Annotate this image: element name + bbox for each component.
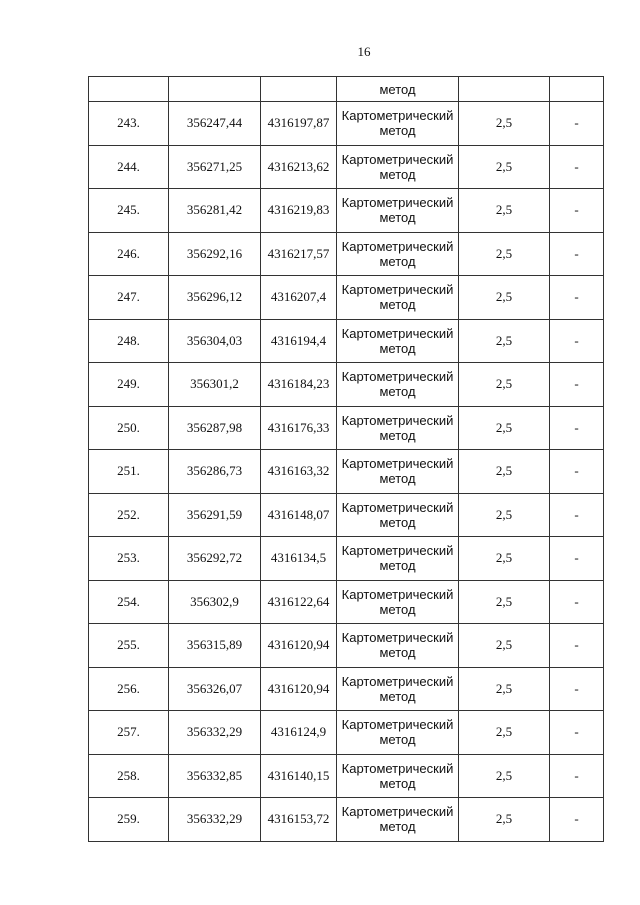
cell-y: 4316213,62 [261,145,337,189]
cell-y: 4316194,4 [261,319,337,363]
cell-method [337,537,459,581]
cell-note: - [550,319,604,363]
cell-error: 2,5 [459,363,550,407]
cell-error: 2,5 [459,754,550,798]
cell-method [337,580,459,624]
cell-number: 256. [89,667,169,711]
method-line-2: метод [379,123,416,139]
table-row [89,580,604,624]
cell-method [337,493,459,537]
method-line-2: метод [379,471,416,487]
continuation-row [89,77,604,102]
method-line-1: Картометрический [341,282,454,298]
method-line-1: Картометрический [341,369,454,385]
cell-y: 4316217,57 [261,232,337,276]
cell-number: 259. [89,798,169,842]
cell-error: 2,5 [459,537,550,581]
method-line-1: Картометрический [341,195,454,211]
cell-method [337,319,459,363]
cell-method [337,667,459,711]
cell-x [169,77,261,102]
cell-x: 356296,12 [169,276,261,320]
cell-x: 356281,42 [169,189,261,233]
method-line-1: Картометрический [341,151,454,167]
cell-error: 2,5 [459,319,550,363]
method-line-2: метод [379,558,416,574]
cell-number: 245. [89,189,169,233]
cell-y: 4316120,94 [261,624,337,668]
cell-y: 4316148,07 [261,493,337,537]
method-line-2: метод [379,819,416,835]
table-row [89,667,604,711]
method-line-1: Картометрический [341,108,454,124]
cell-x: 356301,2 [169,363,261,407]
cell-x: 356304,03 [169,319,261,363]
cell-note: - [550,276,604,320]
cell-x: 356286,73 [169,450,261,494]
table-row [89,798,604,842]
table-row [89,493,604,537]
cell-method [337,232,459,276]
cell-y: 4316122,64 [261,580,337,624]
cell-number: 257. [89,711,169,755]
method-line-2: метод [379,253,416,269]
cell-method [337,450,459,494]
cell-number: 243. [89,102,169,146]
cell-note: - [550,711,604,755]
cell-y: 4316184,23 [261,363,337,407]
cell-error: 2,5 [459,145,550,189]
cell-error: 2,5 [459,624,550,668]
coordinates-table [88,76,604,842]
cell-error: 2,5 [459,232,550,276]
cell-y: 4316124,9 [261,711,337,755]
method-line-2: метод [379,340,416,356]
table-row [89,189,604,233]
method-line-1: Картометрический [341,325,454,341]
cell-number: 258. [89,754,169,798]
cell-x: 356326,07 [169,667,261,711]
cell-note [550,77,604,102]
cell-y: 4316134,5 [261,537,337,581]
cell-error: 2,5 [459,189,550,233]
table-row [89,276,604,320]
method-line-1: Картометрический [341,412,454,428]
cell-x: 356291,59 [169,493,261,537]
table-row [89,102,604,146]
table-row [89,711,604,755]
table-row [89,232,604,276]
cell-method [337,102,459,146]
method-line-1: Картометрический [341,760,454,776]
cell-note: - [550,580,604,624]
method-line-1: Картометрический [341,673,454,689]
cell-number: 252. [89,493,169,537]
cell-note: - [550,798,604,842]
cell-note: - [550,450,604,494]
cell-number: 251. [89,450,169,494]
cell-method [337,798,459,842]
cell-note: - [550,667,604,711]
method-line-2: метод [379,688,416,704]
method-line-2: метод [379,210,416,226]
cell-y [261,77,337,102]
method-line-2: метод [379,775,416,791]
cell-note: - [550,102,604,146]
cell-error: 2,5 [459,667,550,711]
method-line-1: Картометрический [341,717,454,733]
cell-note: - [550,624,604,668]
cell-number: 250. [89,406,169,450]
cell-method [337,406,459,450]
cell-y: 4316176,33 [261,406,337,450]
cell-note: - [550,754,604,798]
method-line-1: Картометрический [341,804,454,820]
cell-x: 356315,89 [169,624,261,668]
cell-y: 4316207,4 [261,276,337,320]
cell-y: 4316120,94 [261,667,337,711]
method-line-1: Картометрический [341,586,454,602]
cell-y: 4316153,72 [261,798,337,842]
cell-x: 356332,29 [169,798,261,842]
cell-y: 4316163,32 [261,450,337,494]
table-row [89,319,604,363]
cell-error: 2,5 [459,580,550,624]
cell-number: 255. [89,624,169,668]
method-line-1: Картометрический [341,499,454,515]
method-line-2: метод [379,514,416,530]
page-number: 16 [357,44,371,59]
cell-x: 356247,44 [169,102,261,146]
method-line-2: метод [379,645,416,661]
cell-x: 356292,72 [169,537,261,581]
table-row [89,363,604,407]
cell-y: 4316197,87 [261,102,337,146]
method-line-1: Картометрический [341,630,454,646]
cell-error: 2,5 [459,406,550,450]
method-line-2: метод [379,166,416,182]
table-row [89,406,604,450]
cell-number: 253. [89,537,169,581]
method-line-2: метод [379,297,416,313]
cell-number: 248. [89,319,169,363]
cell-method [337,754,459,798]
method-line-1: Картометрический [341,543,454,559]
cell-method [337,276,459,320]
cell-error: 2,5 [459,276,550,320]
cell-method [337,189,459,233]
cell-x: 356292,16 [169,232,261,276]
cell-error: 2,5 [459,711,550,755]
cell-number: 249. [89,363,169,407]
cell-number: 244. [89,145,169,189]
table-row [89,624,604,668]
cell-note: - [550,493,604,537]
cell-method [337,711,459,755]
cell-method [337,624,459,668]
table-row [89,537,604,581]
cell-error [459,77,550,102]
cell-number: 247. [89,276,169,320]
method-line-1: Картометрический [341,456,454,472]
cell-error: 2,5 [459,493,550,537]
cell-note: - [550,537,604,581]
method-line-2: метод [379,384,416,400]
method-line-1: Картометрический [341,238,454,254]
cell-note: - [550,232,604,276]
cell-x: 356302,9 [169,580,261,624]
cell-x: 356271,25 [169,145,261,189]
cell-note: - [550,363,604,407]
cell-error: 2,5 [459,798,550,842]
cell-number: 254. [89,580,169,624]
cell-error: 2,5 [459,102,550,146]
table-row [89,754,604,798]
cell-y: 4316219,83 [261,189,337,233]
method-line-2: метод [379,732,416,748]
cell-number: 246. [89,232,169,276]
table-row [89,450,604,494]
cell-error: 2,5 [459,450,550,494]
method-line-2: метод [379,427,416,443]
cell-x: 356332,29 [169,711,261,755]
cell-number [89,77,169,102]
cell-x: 356332,85 [169,754,261,798]
cell-note: - [550,145,604,189]
cell-method: метод [337,77,459,102]
cell-method [337,145,459,189]
cell-method [337,363,459,407]
method-line-2: метод [379,601,416,617]
cell-note: - [550,406,604,450]
cell-x: 356287,98 [169,406,261,450]
cell-note: - [550,189,604,233]
table-row [89,145,604,189]
cell-y: 4316140,15 [261,754,337,798]
